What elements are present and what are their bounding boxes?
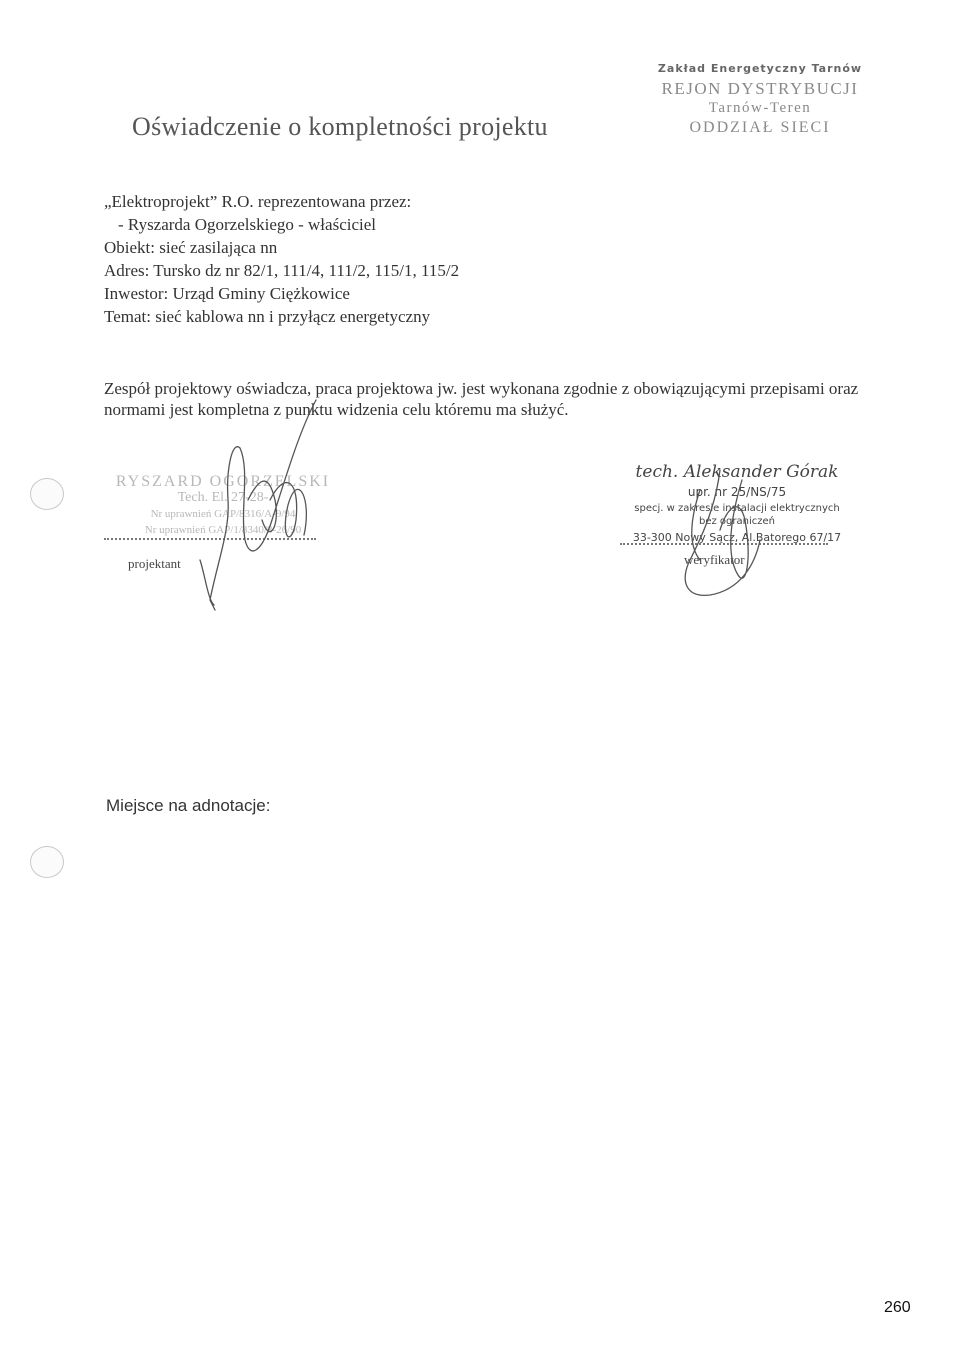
representative-line: - Ryszarda Ogorzelskiego - właściciel [118,215,376,234]
page-number: 260 [884,1299,911,1316]
stamp-line-2: REJON DYSTRYBUCJI [661,79,859,98]
stamp-line-4: ODDZIAŁ SIECI [689,119,831,136]
project-info [104,190,459,328]
verifier-license: upr. nr 25/NS/75 [687,485,787,499]
designer-stamp-name: RYSZARD OGORZELSKI [115,473,331,490]
designer-stamp-line-4: Nr uprawnień GAP/1/8340/8-26/90 [144,524,302,536]
designer-stamp-line-2: Tech. El. 27-28- [177,490,269,505]
verifier-specialty: specj. w zakresie instalacji elektrycznych [634,503,840,514]
verifier-name: tech. Aleksander Górak [635,462,839,482]
verifier-address: 33-300 Nowy Sącz, Al.Batorego 67/17 [632,531,842,544]
investor-line: Inwestor: Urząd Gminy Ciężkowice [104,284,350,303]
designer-signature-line [104,538,316,540]
stamp-line-3: Tarnów-Teren [708,100,812,116]
company-line: „Elektroprojekt” R.O. reprezentowana przez: [104,192,412,211]
verifier-signature-line [620,543,828,545]
topic-line: Temat: sieć kablowa nn i przyłącz energetyczny [104,307,431,326]
distribution-stamp [640,62,880,137]
stamp-line-1: Zakład Energetyczny Tarnów [657,62,863,75]
verifier-stamp [612,462,862,544]
document-title: Oświadczenie o kompletności projektu [132,112,548,141]
designer-stamp-line-3: Nr uprawnień GAP/8316/A-9/94 [150,508,296,520]
object-line: Obiekt: sieć zasilająca nn [104,238,278,257]
punch-hole-bottom [30,846,64,878]
address-line: Adres: Tursko dz nr 82/1, 111/4, 111/2, 115/1, 115/2 [104,261,460,280]
designer-role-label: projektant [128,556,181,571]
verifier-role-label: weryfikator [684,552,745,567]
statement-paragraph: Zespół projektowy oświadcza, praca projektowa jw. jest wykonana zgodnie z obowiązującymi przepisami oraz normami jest kompletna z punktu widzenia celu któremu ma służyć. [104,379,859,419]
designer-stamp [108,474,338,538]
verifier-scope: bez ograniczeń [699,516,775,527]
annotations-label: Miejsce na adnotacje: [106,796,271,815]
punch-hole-top [30,478,64,510]
